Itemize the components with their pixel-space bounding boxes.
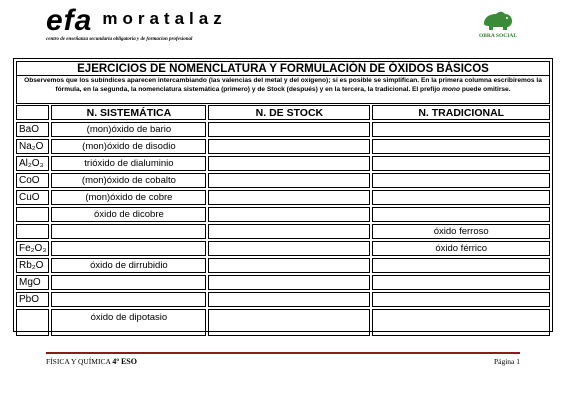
cell-formula[interactable] — [16, 224, 49, 239]
cell-stock[interactable] — [208, 309, 370, 336]
cell-stock[interactable] — [208, 122, 370, 137]
footer-divider — [46, 352, 520, 354]
table-row — [16, 173, 550, 188]
obra-social-logo — [470, 8, 526, 39]
cell-tradicional[interactable]: óxido férrico — [372, 241, 550, 256]
cell-formula[interactable]: Al₂O₃ — [16, 156, 49, 171]
cell-tradicional[interactable] — [372, 139, 550, 154]
cell-tradicional[interactable] — [372, 292, 550, 307]
cell-sistematica[interactable] — [51, 275, 206, 290]
cell-stock[interactable] — [208, 156, 370, 171]
cell-tradicional[interactable] — [372, 173, 550, 188]
table-row — [16, 190, 550, 205]
table-row — [16, 241, 550, 256]
cell-tradicional[interactable]: óxido ferroso — [372, 224, 550, 239]
footer-page-number: Página 1 — [493, 357, 520, 366]
worksheet — [13, 58, 553, 332]
footer-subject-name: FÍSICA Y QUÍMICA — [46, 357, 111, 366]
logo-efa-text: efa — [46, 4, 93, 37]
cell-formula[interactable]: Rb₂O — [16, 258, 49, 273]
cell-formula[interactable]: Na₂O — [16, 139, 49, 154]
table-header-row — [16, 105, 550, 120]
cell-tradicional[interactable] — [372, 190, 550, 205]
cell-stock[interactable] — [208, 241, 370, 256]
bear-icon — [481, 8, 515, 32]
table-row — [16, 309, 550, 336]
cell-sistematica[interactable]: óxido de dirrubidio — [51, 258, 206, 273]
table-row — [16, 207, 550, 222]
cell-formula[interactable] — [16, 207, 49, 222]
cell-tradicional[interactable] — [372, 275, 550, 290]
cell-stock[interactable] — [208, 224, 370, 239]
table-row — [16, 224, 550, 239]
cell-tradicional[interactable] — [372, 156, 550, 171]
cell-formula[interactable]: BaO — [16, 122, 49, 137]
cell-sistematica[interactable] — [51, 292, 206, 307]
footer-subject — [46, 357, 137, 366]
worksheet-title: EJERCICIOS DE NOMENCLATURA Y FORMULACIÓN DE ÓXIDOS BÁSICOS — [16, 61, 550, 76]
cell-formula[interactable]: Fe₂O₃ — [16, 241, 49, 256]
header-sistematica: N. SISTEMÁTICA — [51, 105, 206, 120]
table-row — [16, 258, 550, 273]
cell-formula[interactable] — [16, 309, 49, 336]
cell-sistematica[interactable]: óxido de dicobre — [51, 207, 206, 222]
logo-school-name: moratalaz — [102, 9, 227, 28]
header-tradicional: N. TRADICIONAL — [372, 105, 550, 120]
cell-sistematica[interactable]: trióxido de dialuminio — [51, 156, 206, 171]
footer-course: 4º ESO — [112, 357, 137, 366]
cell-stock[interactable] — [208, 173, 370, 188]
cell-stock[interactable] — [208, 292, 370, 307]
oxides-table — [14, 103, 552, 338]
worksheet-instructions: Observemos que los subíndices aparecen intercambiando (las valencias del metal y del oxígeno); si es posible se simplifican. En la primera columna escribiremos la fórmula, en la segunda, la nomenclatura sistemática (primero) y de Stock (después) y en la tercera, la tradicional. El prefijo mono puede omitirse. — [16, 76, 550, 104]
table-row — [16, 275, 550, 290]
cell-formula[interactable]: PbO — [16, 292, 49, 307]
cell-tradicional[interactable] — [372, 309, 550, 336]
header-formula — [16, 105, 49, 120]
cell-formula[interactable]: MgO — [16, 275, 49, 290]
cell-stock[interactable] — [208, 139, 370, 154]
cell-tradicional[interactable] — [372, 258, 550, 273]
obra-social-label: OBRA SOCIAL — [478, 33, 518, 39]
cell-tradicional[interactable] — [372, 122, 550, 137]
table-row — [16, 292, 550, 307]
cell-sistematica[interactable]: (mon)óxido de disodio — [51, 139, 206, 154]
cell-stock[interactable] — [208, 207, 370, 222]
table-row — [16, 156, 550, 171]
cell-formula[interactable]: CuO — [16, 190, 49, 205]
cell-stock[interactable] — [208, 258, 370, 273]
header-stock: N. DE STOCK — [208, 105, 370, 120]
cell-stock[interactable] — [208, 275, 370, 290]
cell-stock[interactable] — [208, 190, 370, 205]
cell-sistematica[interactable]: (mon)óxido de cobre — [51, 190, 206, 205]
logo-tagline: centro de enseñanza secundaria obligatoria y de formacion profesional — [46, 37, 193, 42]
table-row — [16, 139, 550, 154]
cell-sistematica[interactable] — [51, 241, 206, 256]
cell-sistematica[interactable]: óxido de dipotasio — [51, 309, 206, 336]
cell-formula[interactable]: CoO — [16, 173, 49, 188]
cell-tradicional[interactable] — [372, 207, 550, 222]
cell-sistematica[interactable] — [51, 224, 206, 239]
table-row — [16, 122, 550, 137]
cell-sistematica[interactable]: (mon)óxido de cobalto — [51, 173, 206, 188]
efa-logo — [46, 6, 227, 42]
cell-sistematica[interactable]: (mon)óxido de bario — [51, 122, 206, 137]
